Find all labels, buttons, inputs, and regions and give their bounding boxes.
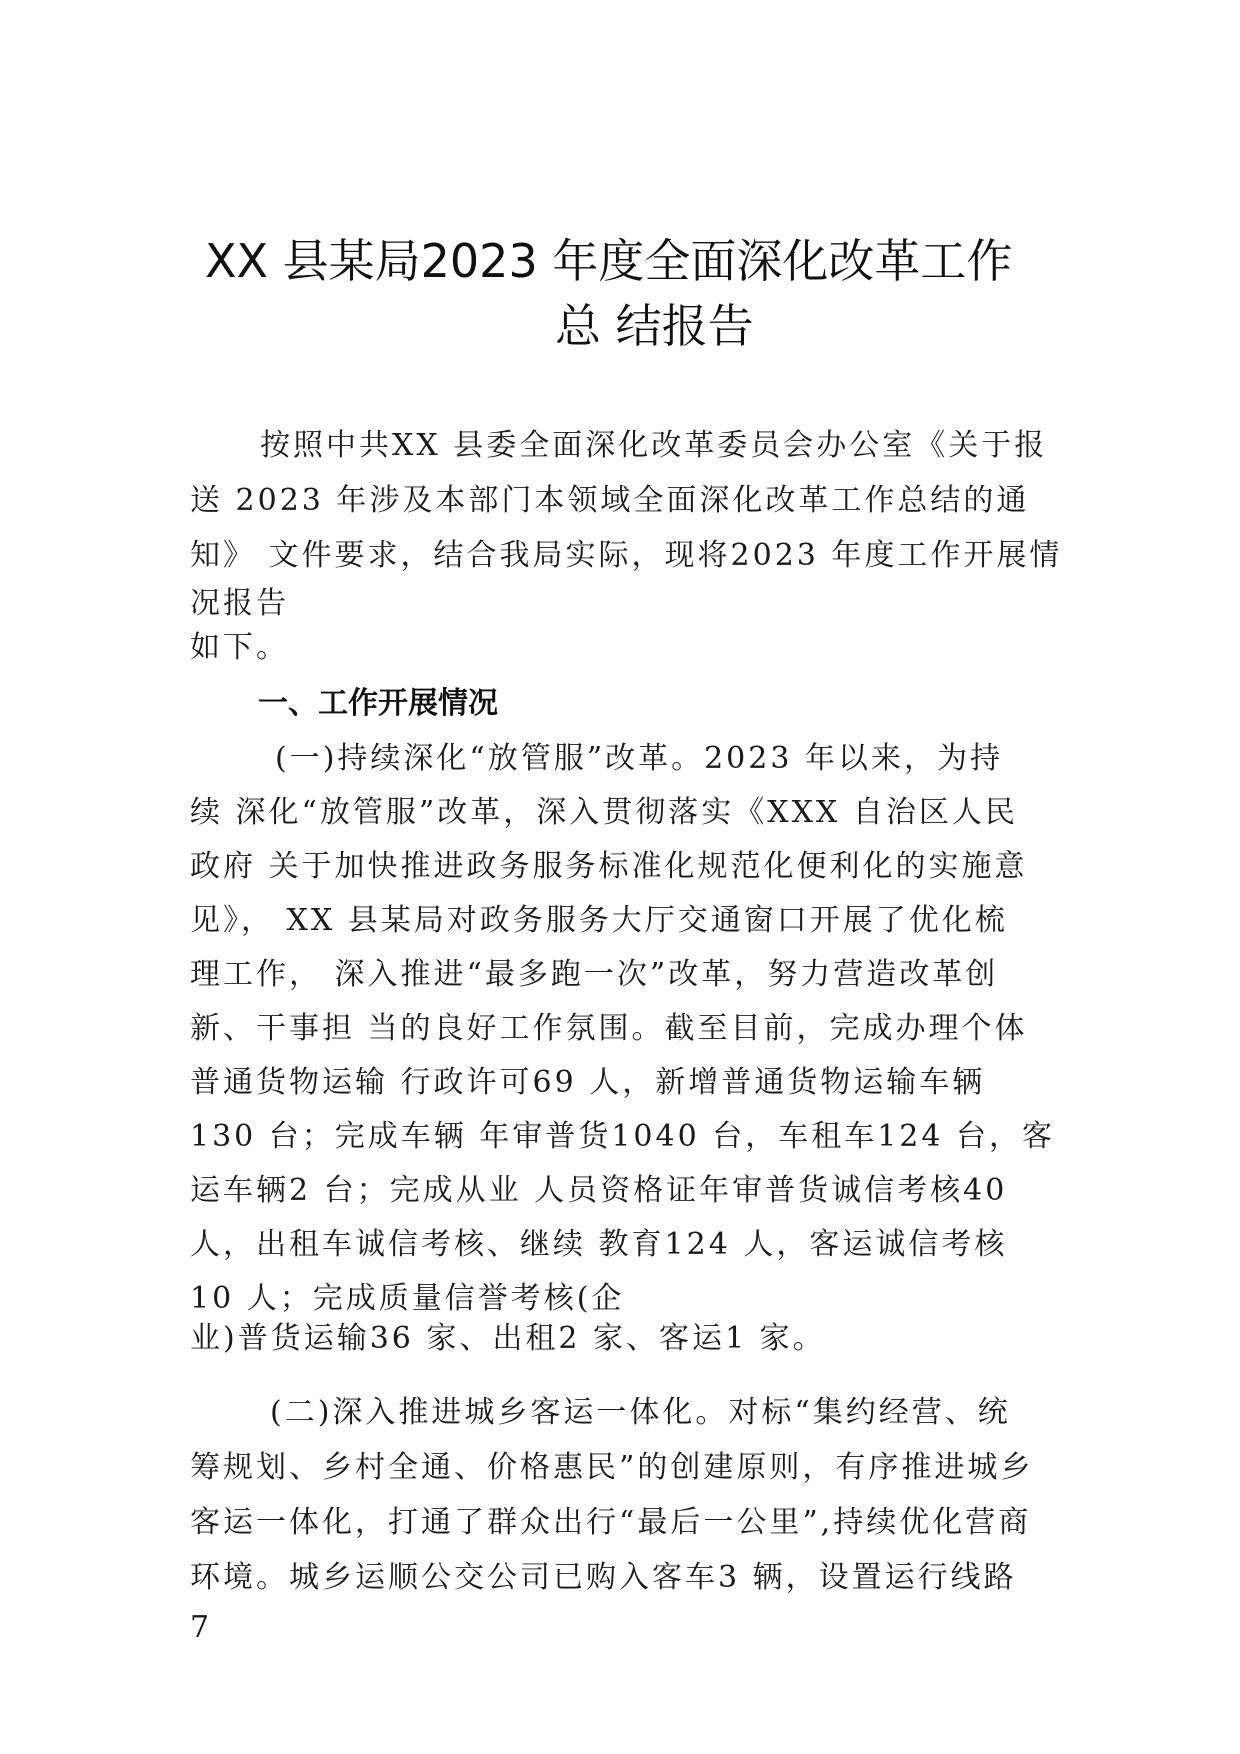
intro-line: 如下。 (190, 630, 289, 665)
paragraph-line: 10 人；完成质量信誉考核(企 (190, 1281, 625, 1316)
section-heading: 一、工作开展情况 (258, 686, 498, 721)
intro-line: 送 2023 年涉及本部门本领域全面深化改革工作总结的通 (190, 483, 1030, 518)
paragraph-line: 运车辆2 台；完成从业 人员资格证年审普货诚信考核40 (190, 1173, 1008, 1208)
paragraph-line: (一)持续深化“放管服”改革。2023 年以来，为持 (275, 741, 1003, 776)
document-title-line-2: 总 结报告 (555, 299, 754, 353)
paragraph-line: 政府 关于加快推进政务服务标准化规范化便利化的实施意 (190, 849, 1028, 884)
paragraph-line: 理工作， 深入推进“最多跑一次”改革，努力营造改革创 (190, 957, 999, 992)
intro-line: 况报告 (190, 586, 289, 621)
paragraph-line: 7 (190, 1610, 213, 1645)
paragraph-line: (二)深入推进城乡客运一体化。对标“集约经营、统 (270, 1395, 1011, 1430)
intro-line: 按照中共XX 县委全面深化改革委员会办公室《关于报 (260, 428, 1048, 463)
paragraph-line: 130 台；完成车辆 年审普货1040 台，车租车124 台，客 (190, 1119, 1056, 1154)
document-title-line-1: XX 县某局2023 年度全面深化改革工作 (205, 234, 1013, 288)
paragraph-line: 人，出租车诚信考核、继续 教育124 人，客运诚信考核 (190, 1227, 1008, 1262)
paragraph-line: 筹规划、乡村全通、价格惠民”的创建原则，有序推进城乡 (190, 1450, 1034, 1485)
paragraph-line: 业)普货运输36 家、出租2 家、客运1 家。 (190, 1321, 826, 1356)
paragraph-line: 客运一体化，打通了群众出行“最后一公里”,持续优化营商 (190, 1505, 1032, 1540)
intro-line: 知》 文件要求，结合我局实际，现将2023 年度工作开展情 (190, 538, 1063, 573)
paragraph-line: 普通货物运输 行政许可69 人，新增普通货物运输车辆 (190, 1065, 986, 1100)
paragraph-line: 新、干事担 当的良好工作氛围。截至目前，完成办理个体 (190, 1011, 1028, 1046)
paragraph-line: 环境。城乡运顺公交公司已购入客车3 辆，设置运行线路 (190, 1560, 1017, 1595)
paragraph-line: 见》， XX 县某局对政务服务大厅交通窗口开展了优化梳 (190, 903, 1008, 938)
paragraph-line: 续 深化“放管服”改革，深入贯彻落实《XXX 自治区人民 (190, 795, 1018, 830)
